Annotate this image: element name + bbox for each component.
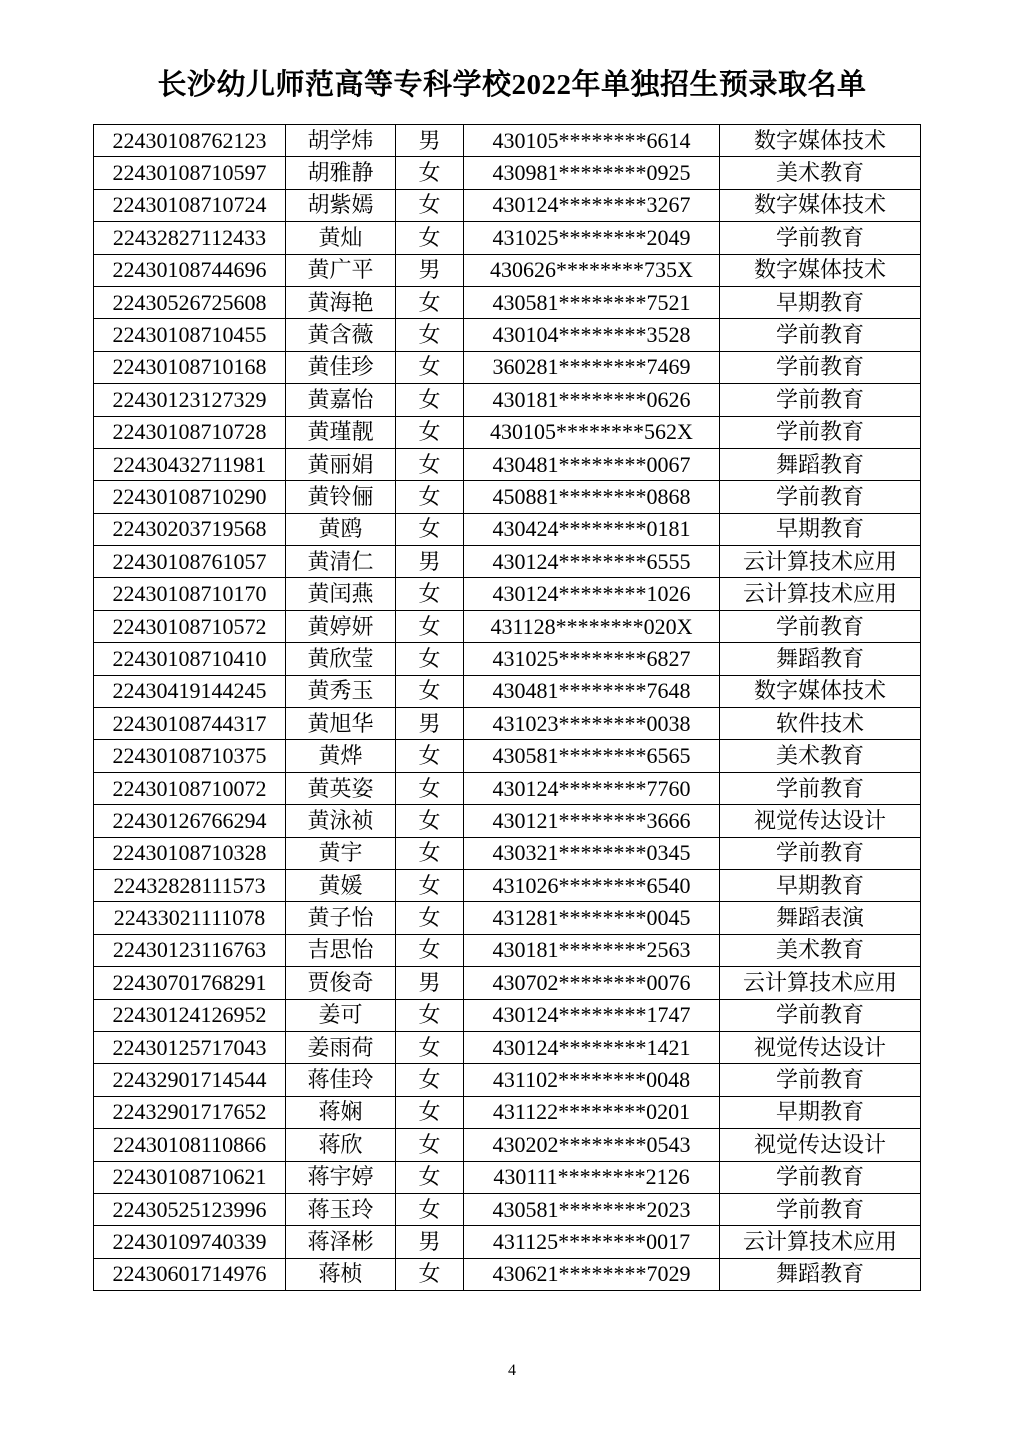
cell-student-name: 蒋欣 [286, 1129, 396, 1161]
table-row [94, 286, 921, 318]
cell-id-number: 430121********3666 [464, 805, 720, 837]
cell-id-number: 431023********0038 [464, 708, 720, 740]
table-row [94, 1226, 921, 1258]
cell-gender: 女 [396, 740, 464, 772]
cell-exam-number: 22430108710410 [94, 643, 286, 675]
cell-major: 学前教育 [720, 416, 921, 448]
cell-student-name: 贾俊奇 [286, 967, 396, 999]
cell-exam-number: 22430123127329 [94, 384, 286, 416]
table-row [94, 902, 921, 934]
cell-major: 舞蹈表演 [720, 902, 921, 934]
cell-gender: 女 [396, 1096, 464, 1128]
cell-gender: 女 [396, 189, 464, 221]
cell-gender: 女 [396, 675, 464, 707]
cell-major: 学前教育 [720, 222, 921, 254]
table-row [94, 837, 921, 869]
cell-exam-number: 22430108710072 [94, 772, 286, 804]
cell-id-number: 430481********7648 [464, 675, 720, 707]
cell-major: 学前教育 [720, 999, 921, 1031]
table-row [94, 125, 921, 157]
cell-gender: 男 [396, 546, 464, 578]
cell-id-number: 430181********2563 [464, 934, 720, 966]
cell-id-number: 430124********1026 [464, 578, 720, 610]
table-row [94, 513, 921, 545]
cell-student-name: 姜可 [286, 999, 396, 1031]
cell-exam-number: 22430108710290 [94, 481, 286, 513]
cell-major: 数字媒体技术 [720, 125, 921, 157]
cell-major: 视觉传达设计 [720, 805, 921, 837]
cell-exam-number: 22430108710597 [94, 157, 286, 189]
cell-id-number: 431025********6827 [464, 643, 720, 675]
cell-gender: 女 [396, 1031, 464, 1063]
cell-major: 早期教育 [720, 513, 921, 545]
cell-id-number: 431128********020X [464, 610, 720, 642]
cell-exam-number: 22430203719568 [94, 513, 286, 545]
cell-id-number: 430581********2023 [464, 1193, 720, 1225]
cell-student-name: 黄子怡 [286, 902, 396, 934]
cell-student-name: 黄泳祯 [286, 805, 396, 837]
table-row [94, 610, 921, 642]
cell-exam-number: 22432901714544 [94, 1064, 286, 1096]
cell-exam-number: 22430126766294 [94, 805, 286, 837]
cell-id-number: 430111********2126 [464, 1161, 720, 1193]
cell-exam-number: 22430108761057 [94, 546, 286, 578]
page-number: 4 [508, 1362, 516, 1379]
cell-student-name: 吉思怡 [286, 934, 396, 966]
cell-id-number: 430105********6614 [464, 125, 720, 157]
cell-exam-number: 22430108710168 [94, 351, 286, 383]
cell-student-name: 黄佳珍 [286, 351, 396, 383]
cell-major: 美术教育 [720, 157, 921, 189]
cell-gender: 女 [396, 1161, 464, 1193]
cell-exam-number: 22430526725608 [94, 286, 286, 318]
cell-gender: 男 [396, 708, 464, 740]
table-row [94, 967, 921, 999]
cell-id-number: 430124********7760 [464, 772, 720, 804]
cell-exam-number: 22430108744317 [94, 708, 286, 740]
cell-id-number: 450881********0868 [464, 481, 720, 513]
cell-major: 学前教育 [720, 1193, 921, 1225]
cell-exam-number: 22430108710724 [94, 189, 286, 221]
cell-gender: 女 [396, 481, 464, 513]
cell-major: 云计算技术应用 [720, 967, 921, 999]
table-row [94, 546, 921, 578]
cell-id-number: 430105********562X [464, 416, 720, 448]
cell-student-name: 蒋娴 [286, 1096, 396, 1128]
cell-major: 舞蹈教育 [720, 448, 921, 480]
cell-exam-number: 22430108710621 [94, 1161, 286, 1193]
admission-list-table [93, 124, 921, 1291]
cell-student-name: 黄媛 [286, 869, 396, 901]
cell-major: 云计算技术应用 [720, 546, 921, 578]
cell-exam-number: 22430108710170 [94, 578, 286, 610]
cell-id-number: 431122********0201 [464, 1096, 720, 1128]
cell-major: 早期教育 [720, 869, 921, 901]
cell-exam-number: 22430109740339 [94, 1226, 286, 1258]
table-row [94, 772, 921, 804]
cell-exam-number: 22430701768291 [94, 967, 286, 999]
cell-gender: 女 [396, 1193, 464, 1225]
table-row [94, 416, 921, 448]
cell-gender: 女 [396, 157, 464, 189]
cell-gender: 女 [396, 999, 464, 1031]
cell-major: 学前教育 [720, 610, 921, 642]
cell-exam-number: 22430419144245 [94, 675, 286, 707]
table-row [94, 643, 921, 675]
cell-gender: 女 [396, 643, 464, 675]
cell-major: 美术教育 [720, 934, 921, 966]
table-row [94, 1031, 921, 1063]
cell-gender: 男 [396, 254, 464, 286]
cell-student-name: 黄海艳 [286, 286, 396, 318]
cell-student-name: 黄含薇 [286, 319, 396, 351]
cell-exam-number: 22430525123996 [94, 1193, 286, 1225]
cell-id-number: 430124********1421 [464, 1031, 720, 1063]
cell-major: 学前教育 [720, 1161, 921, 1193]
table-row [94, 1129, 921, 1161]
cell-id-number: 430424********0181 [464, 513, 720, 545]
cell-gender: 女 [396, 319, 464, 351]
cell-id-number: 430202********0543 [464, 1129, 720, 1161]
cell-exam-number: 22430432711981 [94, 448, 286, 480]
table-row [94, 481, 921, 513]
cell-major: 数字媒体技术 [720, 189, 921, 221]
cell-exam-number: 22430108710375 [94, 740, 286, 772]
cell-major: 数字媒体技术 [720, 675, 921, 707]
cell-id-number: 431281********0045 [464, 902, 720, 934]
cell-major: 学前教育 [720, 1064, 921, 1096]
cell-student-name: 黄广平 [286, 254, 396, 286]
cell-gender: 女 [396, 1129, 464, 1161]
cell-exam-number: 22432901717652 [94, 1096, 286, 1128]
cell-student-name: 黄铃俪 [286, 481, 396, 513]
table-row [94, 254, 921, 286]
table-row [94, 384, 921, 416]
cell-major: 美术教育 [720, 740, 921, 772]
cell-exam-number: 22432828111573 [94, 869, 286, 901]
cell-gender: 女 [396, 578, 464, 610]
table-row [94, 805, 921, 837]
cell-gender: 女 [396, 934, 464, 966]
table-row [94, 1193, 921, 1225]
cell-exam-number: 22433021111078 [94, 902, 286, 934]
table-row [94, 934, 921, 966]
cell-student-name: 胡紫嫣 [286, 189, 396, 221]
table-row [94, 222, 921, 254]
cell-student-name: 黄嘉怡 [286, 384, 396, 416]
cell-gender: 女 [396, 1258, 464, 1290]
table-row [94, 1161, 921, 1193]
admission-list-body [94, 125, 921, 1291]
cell-major: 视觉传达设计 [720, 1031, 921, 1063]
table-row [94, 578, 921, 610]
cell-id-number: 430581********7521 [464, 286, 720, 318]
cell-gender: 女 [396, 869, 464, 901]
table-row [94, 448, 921, 480]
cell-id-number: 360281********7469 [464, 351, 720, 383]
cell-major: 早期教育 [720, 286, 921, 318]
cell-student-name: 黄秀玉 [286, 675, 396, 707]
cell-student-name: 黄烨 [286, 740, 396, 772]
cell-id-number: 430124********1747 [464, 999, 720, 1031]
cell-student-name: 蒋佳玲 [286, 1064, 396, 1096]
cell-student-name: 黄丽娟 [286, 448, 396, 480]
cell-major: 学前教育 [720, 481, 921, 513]
cell-id-number: 430124********6555 [464, 546, 720, 578]
cell-gender: 女 [396, 384, 464, 416]
cell-id-number: 430626********735X [464, 254, 720, 286]
cell-exam-number: 22430108710328 [94, 837, 286, 869]
table-row [94, 740, 921, 772]
cell-major: 软件技术 [720, 708, 921, 740]
cell-gender: 女 [396, 1064, 464, 1096]
cell-gender: 女 [396, 902, 464, 934]
table-row [94, 1064, 921, 1096]
cell-student-name: 姜雨荷 [286, 1031, 396, 1063]
table-row [94, 869, 921, 901]
cell-gender: 女 [396, 805, 464, 837]
table-row [94, 999, 921, 1031]
cell-major: 学前教育 [720, 351, 921, 383]
cell-gender: 女 [396, 610, 464, 642]
cell-student-name: 蒋宇婷 [286, 1161, 396, 1193]
cell-id-number: 430581********6565 [464, 740, 720, 772]
cell-major: 学前教育 [720, 384, 921, 416]
cell-id-number: 430481********0067 [464, 448, 720, 480]
cell-student-name: 胡学炜 [286, 125, 396, 157]
cell-exam-number: 22430108710455 [94, 319, 286, 351]
cell-id-number: 430104********3528 [464, 319, 720, 351]
cell-major: 视觉传达设计 [720, 1129, 921, 1161]
cell-student-name: 黄清仁 [286, 546, 396, 578]
cell-major: 数字媒体技术 [720, 254, 921, 286]
cell-major: 学前教育 [720, 319, 921, 351]
cell-exam-number: 22430125717043 [94, 1031, 286, 1063]
cell-exam-number: 22430124126952 [94, 999, 286, 1031]
table-row [94, 157, 921, 189]
cell-id-number: 430321********0345 [464, 837, 720, 869]
cell-gender: 女 [396, 772, 464, 804]
cell-exam-number: 22430108110866 [94, 1129, 286, 1161]
cell-student-name: 黄鸥 [286, 513, 396, 545]
cell-major: 学前教育 [720, 837, 921, 869]
cell-gender: 男 [396, 967, 464, 999]
cell-major: 云计算技术应用 [720, 1226, 921, 1258]
cell-major: 舞蹈教育 [720, 1258, 921, 1290]
cell-gender: 女 [396, 448, 464, 480]
cell-gender: 女 [396, 837, 464, 869]
cell-major: 早期教育 [720, 1096, 921, 1128]
cell-id-number: 431125********0017 [464, 1226, 720, 1258]
cell-id-number: 430621********7029 [464, 1258, 720, 1290]
cell-gender: 男 [396, 1226, 464, 1258]
cell-major: 学前教育 [720, 772, 921, 804]
cell-gender: 女 [396, 416, 464, 448]
cell-student-name: 蒋玉玲 [286, 1193, 396, 1225]
cell-exam-number: 22430123116763 [94, 934, 286, 966]
table-row [94, 1258, 921, 1290]
table-row [94, 708, 921, 740]
table-row [94, 319, 921, 351]
cell-id-number: 430702********0076 [464, 967, 720, 999]
cell-id-number: 431102********0048 [464, 1064, 720, 1096]
table-row [94, 189, 921, 221]
cell-id-number: 430981********0925 [464, 157, 720, 189]
cell-student-name: 蒋桢 [286, 1258, 396, 1290]
cell-student-name: 胡雅静 [286, 157, 396, 189]
cell-exam-number: 22430108710572 [94, 610, 286, 642]
cell-exam-number: 22430601714976 [94, 1258, 286, 1290]
cell-gender: 女 [396, 286, 464, 318]
cell-student-name: 蒋泽彬 [286, 1226, 396, 1258]
cell-student-name: 黄欣莹 [286, 643, 396, 675]
table-row [94, 1096, 921, 1128]
cell-id-number: 430181********0626 [464, 384, 720, 416]
cell-exam-number: 22430108744696 [94, 254, 286, 286]
cell-gender: 女 [396, 513, 464, 545]
cell-student-name: 黄灿 [286, 222, 396, 254]
cell-student-name: 黄闰燕 [286, 578, 396, 610]
table-row [94, 675, 921, 707]
document-title: 长沙幼儿师范高等专科学校2022年单独招生预录取名单 [157, 69, 867, 101]
cell-major: 云计算技术应用 [720, 578, 921, 610]
table-row [94, 351, 921, 383]
cell-gender: 女 [396, 222, 464, 254]
cell-id-number: 430124********3267 [464, 189, 720, 221]
cell-exam-number: 22430108762123 [94, 125, 286, 157]
cell-gender: 女 [396, 351, 464, 383]
cell-student-name: 黄婷妍 [286, 610, 396, 642]
cell-gender: 男 [396, 125, 464, 157]
cell-student-name: 黄瑾靓 [286, 416, 396, 448]
cell-major: 舞蹈教育 [720, 643, 921, 675]
cell-student-name: 黄英姿 [286, 772, 396, 804]
cell-exam-number: 22432827112433 [94, 222, 286, 254]
cell-student-name: 黄宇 [286, 837, 396, 869]
cell-student-name: 黄旭华 [286, 708, 396, 740]
cell-id-number: 431025********2049 [464, 222, 720, 254]
cell-id-number: 431026********6540 [464, 869, 720, 901]
cell-exam-number: 22430108710728 [94, 416, 286, 448]
